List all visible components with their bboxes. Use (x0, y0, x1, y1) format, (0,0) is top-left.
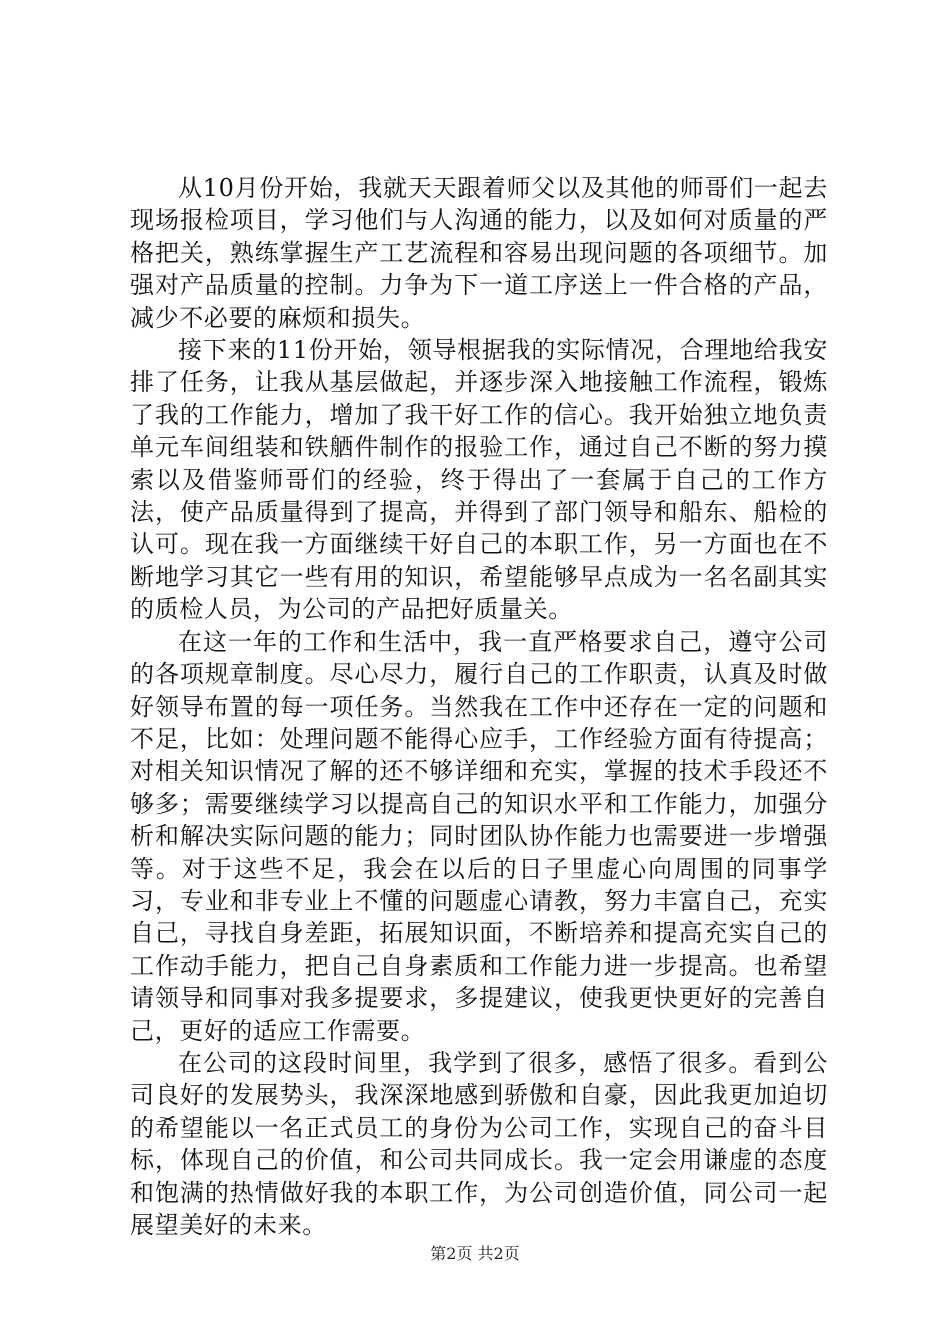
paragraph-2: 接下来的11份开始，领导根据我的实际情况，合理地给我安排了任务，让我从基层做起，并逐步深入地接触工作流程，锻炼了我的工作能力，增加了我干好工作的信心。我开始独立地负责单元车间组装和铁舾件制作的报验工作，通过自己不断的努力摸索以及借鉴师哥们的经验，终于得出了一套属于自己的工作方法，使产品质量得到了提高，并得到了部门领导和船东、船检的认可。现在我一方面继续干好自己的本职工作，另一方面也在不断地学习其它一些有用的知识，希望能够早点成为一名名副其实的质检人员，为公司的产品把好质量关。 (130, 336, 828, 624)
page-number-footer: 第2页 共2页 (430, 1244, 520, 1263)
paragraph-3: 在这一年的工作和生活中，我一直严格要求自己，遵守公司的各项规章制度。尽心尽力，履行自己的工作职责，认真及时做好领导布置的每一项任务。当然我在工作中还存在一定的问题和不足，比如：处理问题不能得心应手，工作经验方面有待提高；对相关知识情况了解的还不够详细和充实，掌握的技术手段还不够多；需要继续学习以提高自己的知识水平和工作能力，加强分析和解决实际问题的能力；同时团队协作能力也需要进一步增强等。对于这些不足，我会在以后的日子里虚心向周围的同事学习，专业和非专业上不懂的问题虚心请教，努力丰富自己，充实自己，寻找自身差距，拓展知识面，不断培养和提高充实自己的工作动手能力，把自己自身素质和工作能力进一步提高。也希望请领导和同事对我多提要求，多提建议，使我更快更好的完善自己，更好的适应工作需要。 (130, 627, 828, 1045)
paragraph-1: 从10月份开始，我就天天跟着师父以及其他的师哥们一起去现场报检项目，学习他们与人沟通的能力，以及如何对质量的严格把关，熟练掌握生产工艺流程和容易出现问题的各项细节。加强对产品质量的控制。力争为下一道工序送上一件合格的产品，减少不必要的麻烦和损失。 (130, 174, 828, 332)
paragraph-4: 在公司的这段时间里，我学到了很多，感悟了很多。看到公司良好的发展势头，我深深地感到骄傲和自豪，因此我更加迫切的希望能以一名正式员工的身份为公司工作，实现自己的奋斗目标，体现自己的价值，和公司共同成长。我一定会用谦虚的态度和饱满的热情做好我的本职工作，为公司创造价值，同公司一起展望美好的未来。 (130, 1048, 828, 1239)
document-body (130, 172, 828, 1241)
